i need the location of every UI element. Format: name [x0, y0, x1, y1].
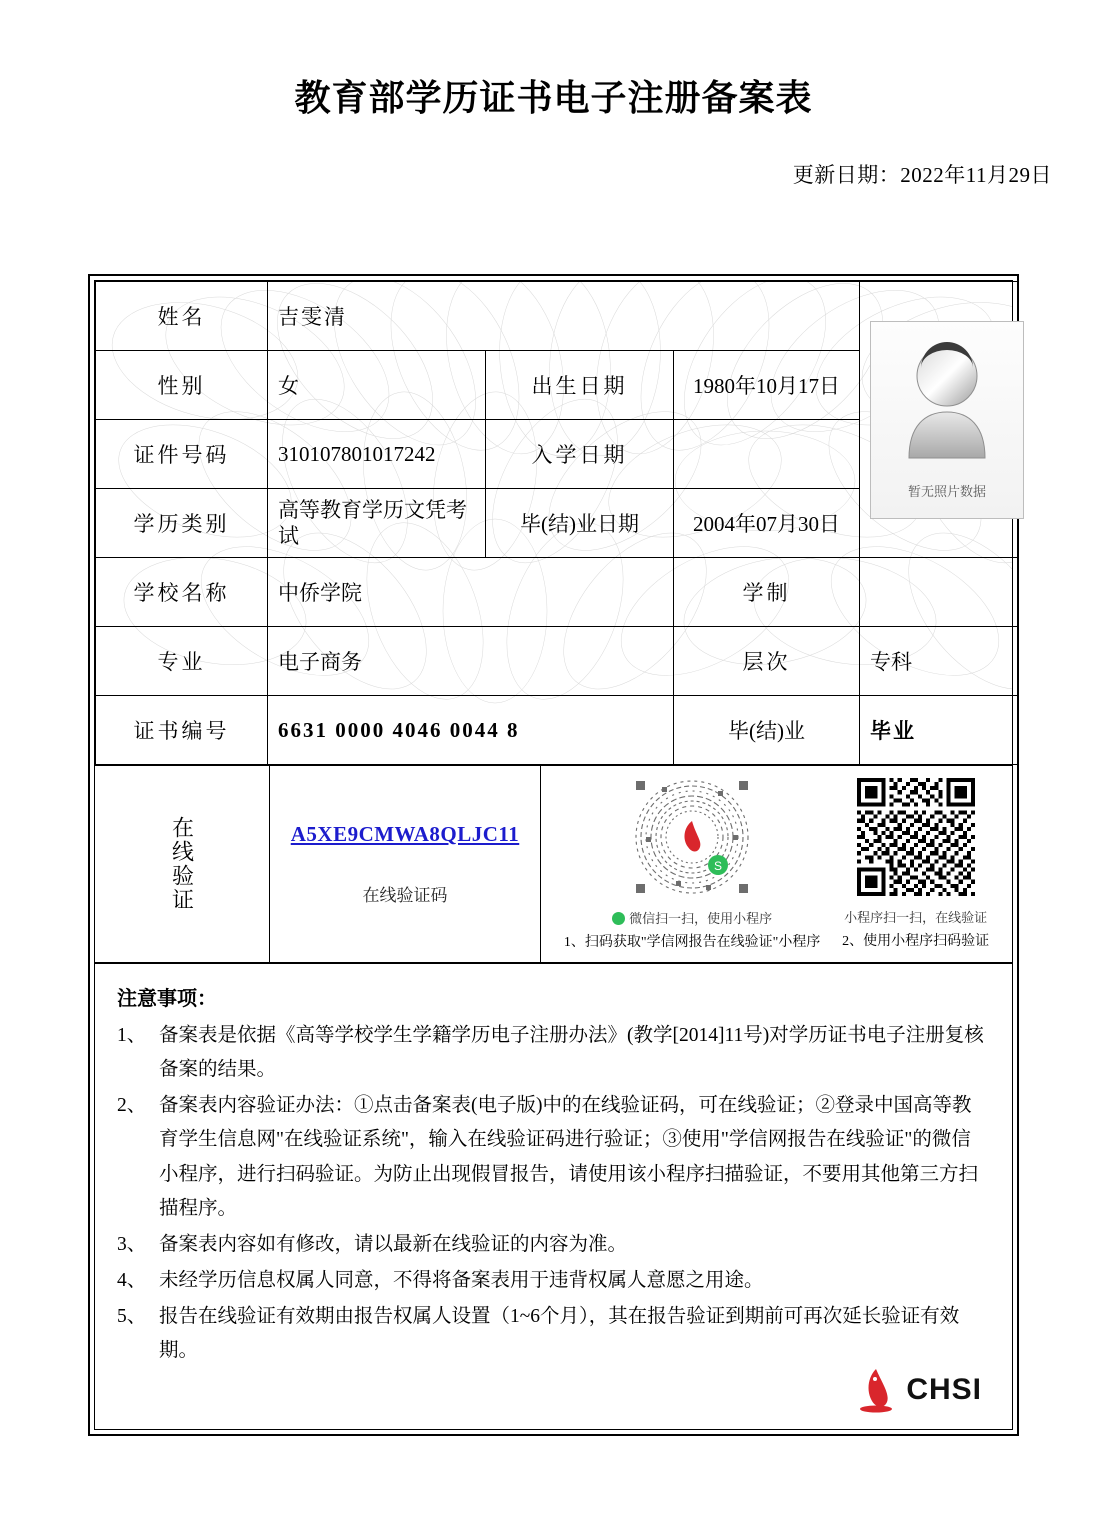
system-value — [860, 558, 1018, 627]
enroll-value — [674, 420, 860, 489]
birth-value: 1980年10月17日 — [674, 351, 860, 420]
avatar-icon — [887, 336, 1007, 476]
major-value: 电子商务 — [268, 627, 674, 696]
gender-value: 女 — [268, 351, 486, 420]
miniprogram-qr-item — [842, 778, 989, 950]
graduation-label: 毕(结)业 — [674, 696, 860, 765]
cert-no-value: 6631 0000 4046 0044 8 — [268, 696, 674, 765]
wechat-scan-caption — [564, 908, 820, 927]
online-verification-row — [95, 765, 1012, 962]
table-row-name — [96, 282, 1018, 351]
wechat-scan-caption-text: 微信扫一扫，使用小程序 — [629, 911, 773, 926]
verification-code-caption: 在线验证码 — [362, 886, 448, 905]
school-label: 学校名称 — [96, 558, 268, 627]
online-verification-label-text: 在线验证 — [169, 816, 195, 912]
student-info-table — [95, 281, 1018, 765]
note-item-4 — [117, 1264, 990, 1298]
update-date — [0, 159, 1107, 189]
chsi-logo-text: CHSI — [906, 1373, 982, 1406]
photo-box — [870, 321, 1024, 519]
note-number-2: 2、 — [117, 1095, 147, 1117]
wechat-scan-step: 1、扫码获取"学信网报告在线验证"小程序 — [563, 935, 821, 950]
note-item-5 — [117, 1300, 990, 1368]
note-number-4: 4、 — [117, 1269, 147, 1291]
note-text-5: 报告在线验证有效期由报告权属人设置（1~6个月），其在报告验证到期前可再次延长验证有效期。 — [159, 1306, 960, 1362]
school-value: 中侨学院 — [268, 558, 674, 627]
notes-section — [95, 962, 1012, 1380]
name-label: 姓名 — [96, 282, 268, 351]
grad-date-value: 2004年07月30日 — [674, 489, 860, 558]
note-number-5: 5、 — [117, 1306, 147, 1327]
certificate-frame — [88, 274, 1019, 1436]
photo-placeholder-text: 暂无照片数据 — [907, 483, 986, 499]
edu-type-label: 学历类别 — [96, 489, 268, 558]
note-item-2 — [117, 1089, 990, 1226]
birth-label: 出生日期 — [486, 351, 674, 420]
qr-codes-cell — [541, 766, 1012, 962]
update-date-value: 2022年11月29日 — [900, 163, 1052, 187]
wechat-miniprogram-qr-item — [564, 777, 820, 951]
wechat-icon — [612, 912, 625, 925]
note-item-1 — [117, 1019, 990, 1087]
edu-type-value: 高等教育学历文凭考试 — [268, 489, 486, 558]
verification-code-link[interactable]: A5XE9CMWA8QLJC11 — [290, 822, 520, 846]
document-page — [0, 70, 1107, 1526]
id-label: 证件号码 — [96, 420, 268, 489]
verification-code-cell — [270, 766, 541, 962]
note-number-3: 3、 — [117, 1233, 147, 1255]
note-item-3 — [117, 1228, 990, 1262]
note-text-3: 备案表内容如有修改，请以最新在线验证的内容为准。 — [159, 1233, 628, 1255]
system-label: 学制 — [674, 558, 860, 627]
enroll-label: 入学日期 — [486, 420, 674, 489]
table-row-school-system — [96, 558, 1018, 627]
svg-text:S: S — [714, 859, 723, 873]
note-text-2: 备案表内容验证办法：①点击备案表(电子版)中的在线验证码，可在线验证；②登录中国高等教育学生信息网"在线验证系统"，输入在线验证码进行验证；③使用"学信网报告在线验证"的微信小程序，进行扫码验证。为防止出现假冒报告，请使用该小程序扫描验证，不要用其他第三方扫描程序。 — [159, 1095, 979, 1219]
id-value: 310107801017242 — [268, 420, 486, 489]
update-date-label: 更新日期： — [792, 163, 901, 187]
major-label: 专业 — [96, 627, 268, 696]
note-number-1: 1、 — [117, 1025, 147, 1046]
graduation-value: 毕业 — [860, 696, 1018, 765]
online-verification-label — [95, 766, 270, 962]
level-label: 层次 — [674, 627, 860, 696]
name-value: 吉雯清 — [268, 282, 860, 351]
table-row-certno-graduation — [96, 696, 1018, 765]
certificate-frame-inner — [94, 280, 1013, 1430]
page-title: 教育部学历证书电子注册备案表 — [294, 77, 813, 118]
note-text-4: 未经学历信息权属人同意，不得将备案表用于违背权属人意愿之用途。 — [159, 1269, 764, 1291]
note-text-1: 备案表是依据《高等学校学生学籍学历电子注册办法》(教学[2014]11号)对学历证书电子注册复核备案的结果。 — [159, 1025, 984, 1081]
cert-no-label: 证书编号 — [96, 696, 268, 765]
notes-title: 注意事项： — [117, 988, 217, 1010]
photo-cell — [860, 282, 1018, 558]
verification-qr-code-icon[interactable] — [857, 778, 975, 896]
grad-date-label: 毕(结)业日期 — [486, 489, 674, 558]
table-row-major-level — [96, 627, 1018, 696]
wechat-miniprogram-qr-icon[interactable] — [632, 777, 752, 897]
miniprogram-scan-step: 2、使用小程序扫码验证 — [842, 934, 990, 949]
gender-label: 性别 — [96, 351, 268, 420]
miniprogram-scan-caption: 小程序扫一扫，在线验证 — [844, 910, 988, 925]
level-value: 专科 — [860, 627, 1018, 696]
